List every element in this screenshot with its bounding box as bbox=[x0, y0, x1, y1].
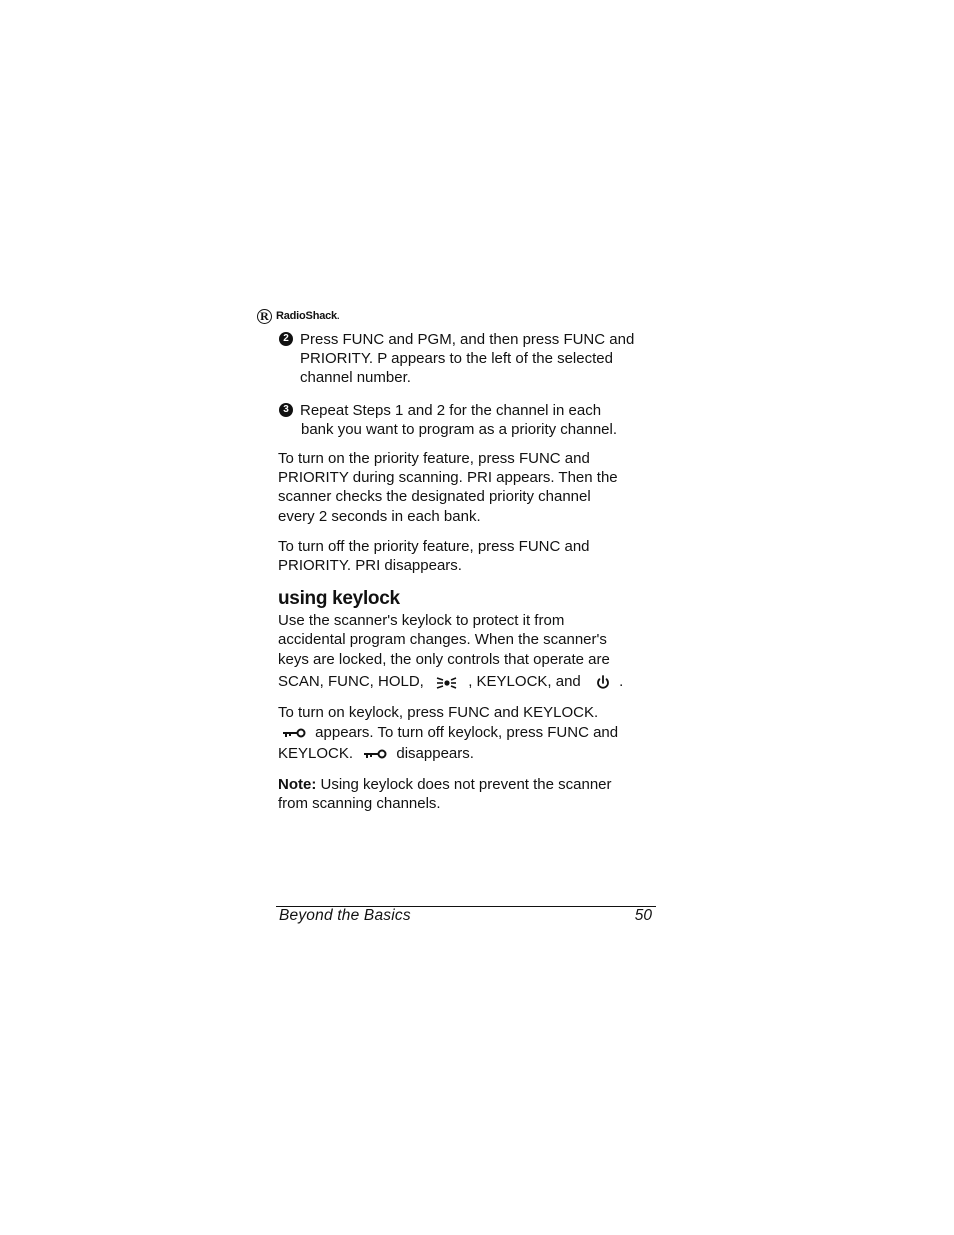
page-content bbox=[278, 328, 658, 813]
paragraph-line: To turn on the priority feature, press FUNC and bbox=[278, 450, 590, 468]
paragraph-line: Note: Using keylock does not prevent the scanner bbox=[278, 775, 612, 793]
step-text-line: PRIORITY. P appears to the left of the selected bbox=[300, 350, 613, 368]
step-item bbox=[278, 330, 658, 388]
light-icon bbox=[434, 673, 460, 691]
paragraph-line: keys are locked, the only controls that operate are bbox=[278, 650, 610, 668]
step-number-badge: 2 bbox=[279, 332, 293, 346]
paragraph-line: To turn off the priority feature, press FUNC and bbox=[278, 537, 590, 555]
paragraph-line: appears. To turn off keylock, press FUNC and bbox=[278, 723, 658, 742]
step-text-line: Press FUNC and PGM, and then press FUNC and bbox=[300, 331, 635, 348]
priority-on-paragraph bbox=[278, 449, 658, 526]
brand-name: RadioShack. bbox=[276, 310, 340, 322]
step-text-line: bank you want to program as a priority channel. bbox=[301, 420, 618, 438]
priority-off-paragraph bbox=[278, 537, 658, 575]
power-icon bbox=[595, 673, 611, 691]
paragraph-line: every 2 seconds in each bank. bbox=[278, 507, 481, 525]
paragraph-line: from scanning channels. bbox=[278, 794, 441, 812]
page-number: 50 bbox=[634, 907, 652, 924]
paragraph-line: accidental program changes. When the scanner's bbox=[278, 631, 607, 649]
step-text-line: channel number. bbox=[300, 369, 411, 387]
paragraph-line: PRIORITY. PRI disappears. bbox=[278, 557, 462, 575]
keylock-toggle-paragraph bbox=[278, 703, 658, 764]
step-item bbox=[278, 401, 658, 439]
step-text-line: Repeat Steps 1 and 2 for the channel in each bbox=[300, 401, 602, 419]
note-label: Note: bbox=[278, 775, 317, 793]
paragraph-line: PRIORITY during scanning. PRI appears. Then the bbox=[278, 469, 618, 487]
paragraph-line: SCAN, FUNC, HOLD, , KEYLOCK, and . bbox=[278, 672, 624, 690]
radioshack-logo bbox=[257, 306, 339, 326]
paragraph-line: To turn on keylock, press FUNC and KEYLOCK. bbox=[278, 704, 599, 722]
key-icon bbox=[363, 748, 387, 760]
paragraph-line: Use the scanner's keylock to protect it from bbox=[278, 612, 565, 630]
footer-section-title: Beyond the Basics bbox=[279, 907, 411, 924]
registered-mark-icon: R bbox=[257, 309, 272, 324]
note-paragraph bbox=[278, 775, 658, 813]
section-heading: using keylock bbox=[278, 588, 400, 610]
paragraph-line: KEYLOCK. disappears. bbox=[278, 745, 474, 763]
step-number-badge: 3 bbox=[279, 403, 293, 417]
key-icon bbox=[282, 727, 306, 739]
paragraph-line: scanner checks the designated priority channel bbox=[278, 488, 591, 506]
keylock-intro-paragraph bbox=[278, 611, 658, 691]
